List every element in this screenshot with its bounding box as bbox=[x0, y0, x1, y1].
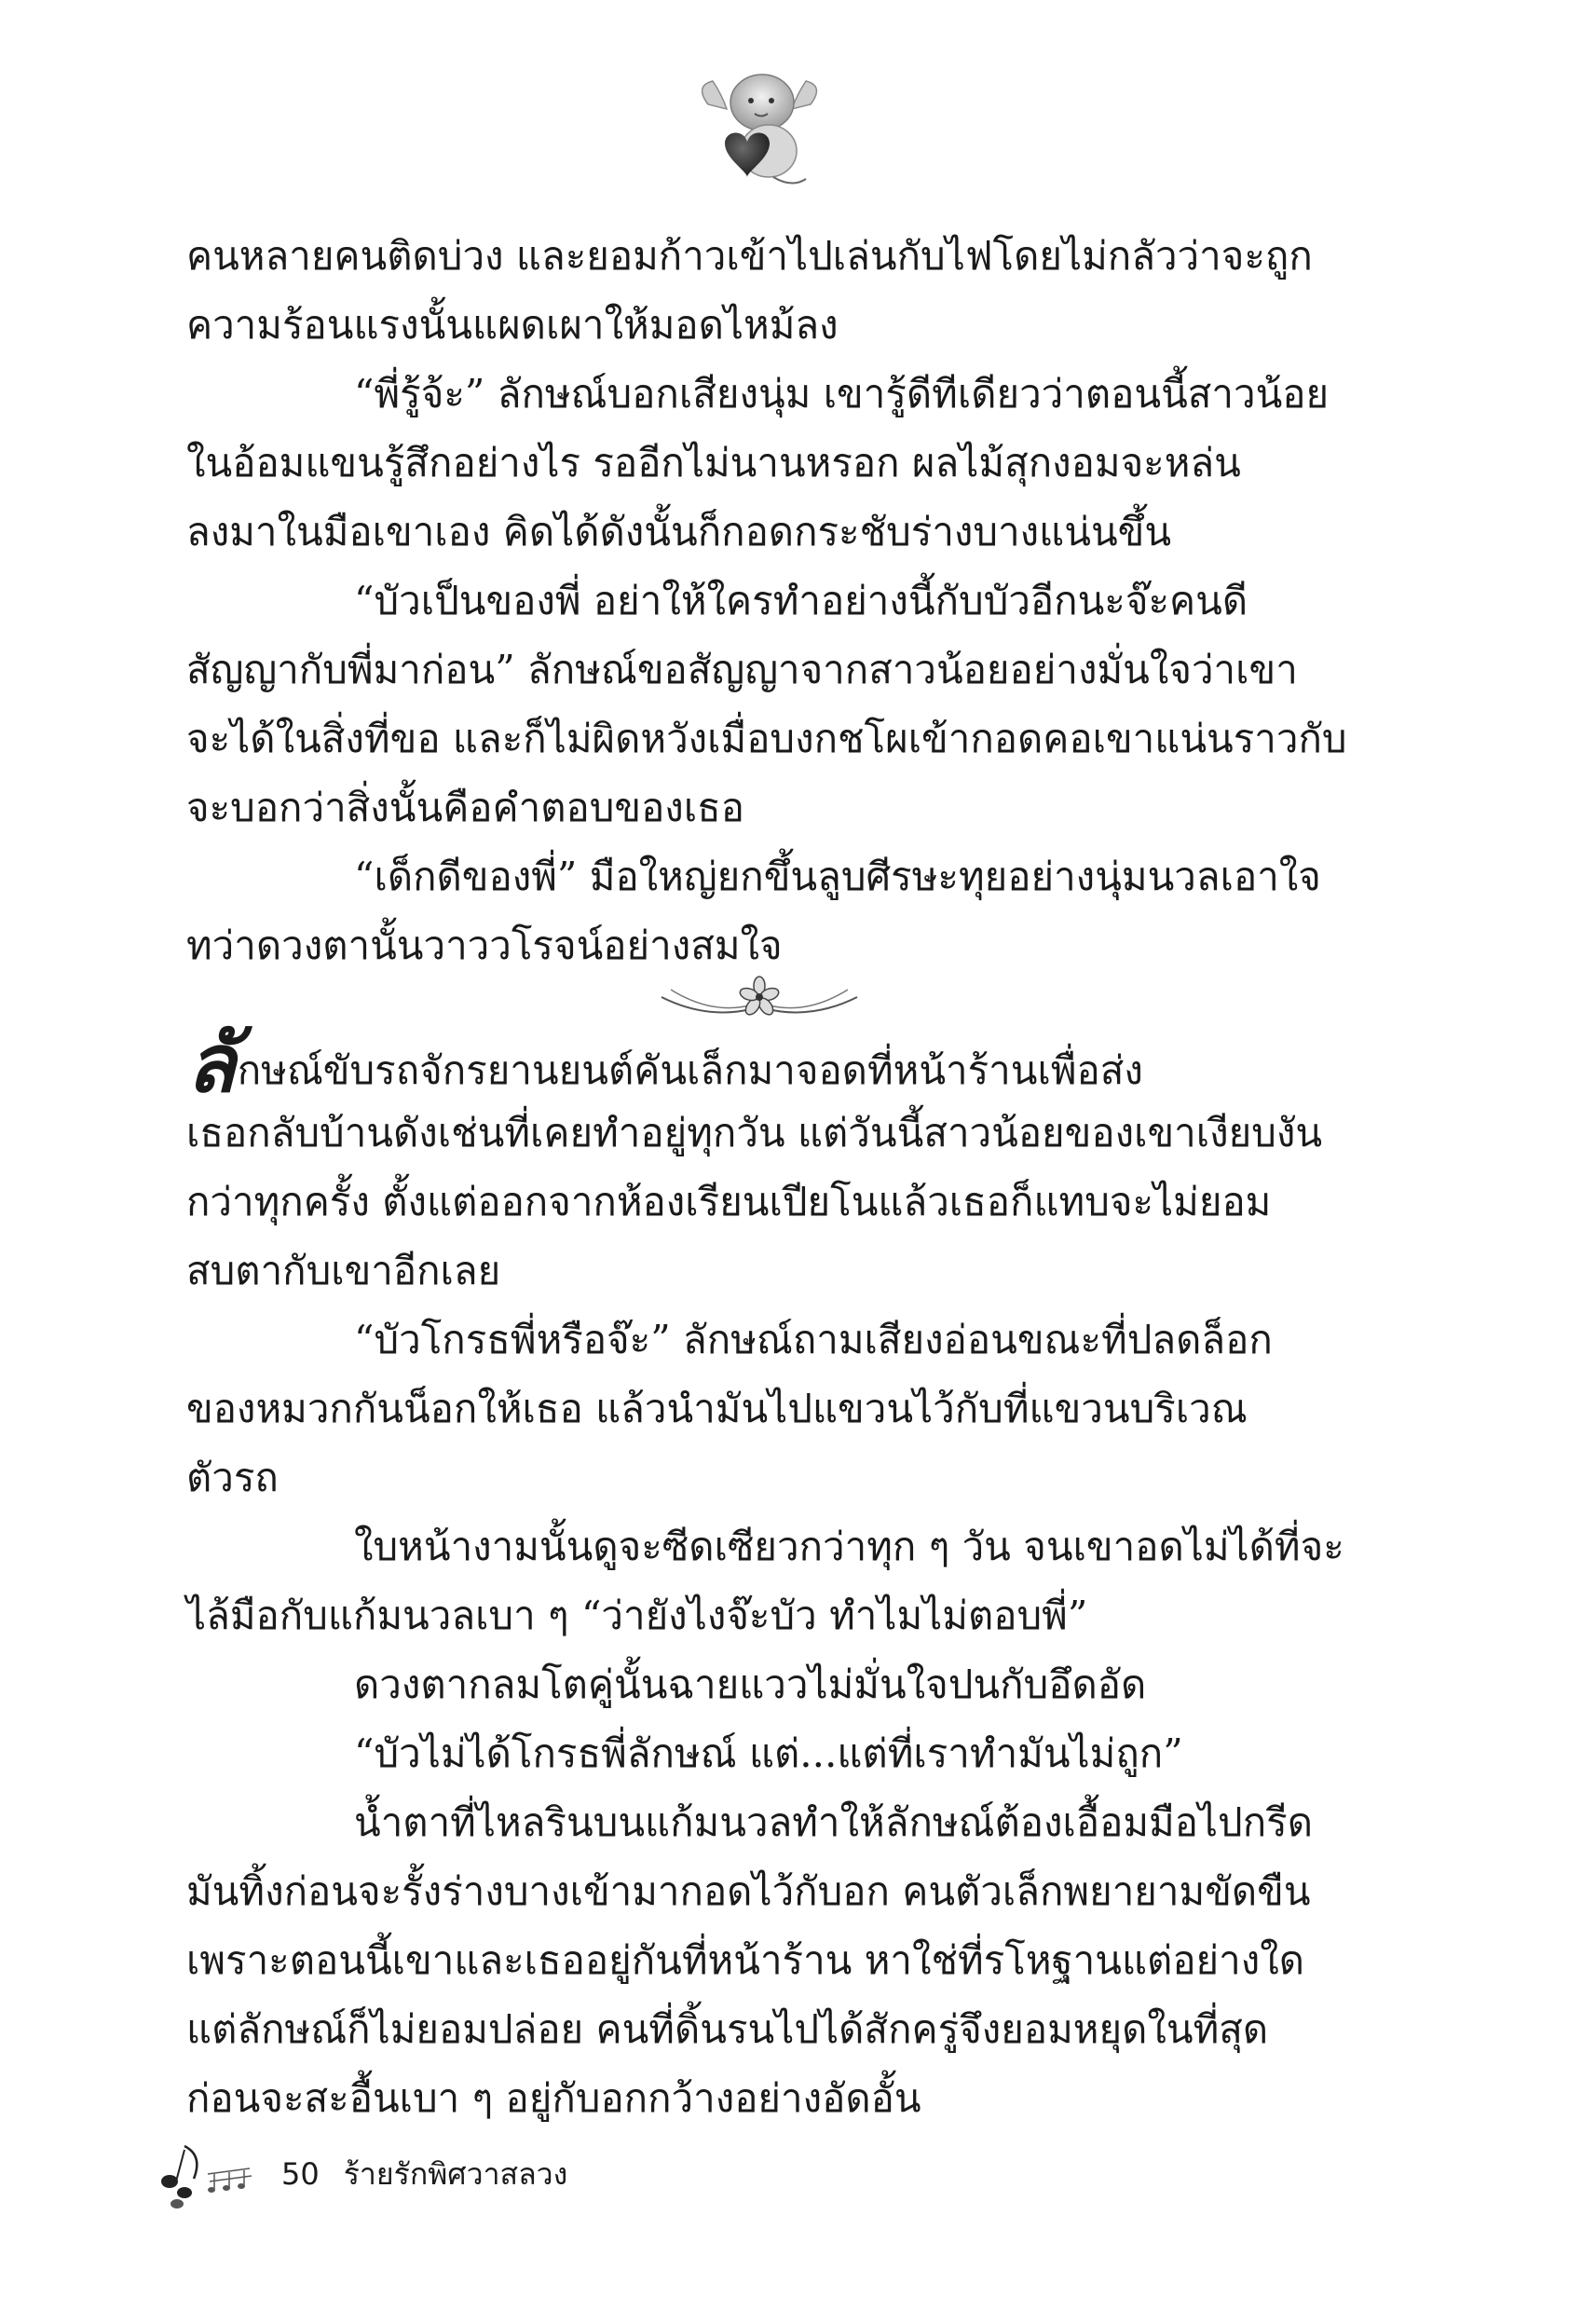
book-title: ร้ายรักพิศวาสลวง bbox=[343, 2155, 568, 2192]
text-line: จะบอกว่าสิ่งนั้นคือคำตอบของเธอ bbox=[186, 785, 745, 830]
text-line: กว่าทุกครั้ง ตั้งแต่ออกจากห้องเรียนเปียโนแล้วเธอก็แทบจะไม่ยอม bbox=[186, 1179, 1272, 1224]
text-line bbox=[186, 1017, 1332, 1111]
text-line: ในอ้อมแขนรู้สึกอย่างไร รออีกไม่นานหรอก ผลไม้สุกงอมจะหล่น bbox=[186, 440, 1241, 485]
text-line: ความร้อนแรงนั้นแผดเผาให้มอดไหม้ลง bbox=[186, 302, 839, 348]
text-line: ลงมาในมือเขาเอง คิดได้ดังนั้นก็กอดกระชับร่างบางแน่นขึ้น bbox=[186, 509, 1172, 554]
cupid-with-heart-icon bbox=[689, 58, 829, 198]
dropcap-line-text: กษณ์ขับรถจักรยานยนต์คันเล็กมาจอดที่หน้าร้านเพื่อส่ง bbox=[237, 1047, 1143, 1093]
text-line: แต่ลักษณ์ก็ไม่ยอมปล่อย คนที่ดิ้นรนไปได้สักครู่จึงยอมหยุดในที่สุด bbox=[186, 2006, 1269, 2052]
page-number: 50 bbox=[281, 2156, 320, 2192]
text-line: “เด็กดีของพี่” มือใหญ่ยกขึ้นลูบศีรษะทุยอย่างนุ่มนวลเอาใจ bbox=[354, 854, 1321, 899]
text-line: มันทิ้งก่อนจะรั้งร่างบางเข้ามากอดไว้กับอก คนตัวเล็กพยายามขัดขืน bbox=[186, 1868, 1311, 1914]
text-line: ตัวรถ bbox=[186, 1455, 279, 1500]
text-line: ดวงตากลมโตคู่นั้นฉายแววไม่มั่นใจปนกับอึดอัด bbox=[354, 1661, 1147, 1707]
text-line: เธอกลับบ้านดังเช่นที่เคยทำอยู่ทุกวัน แต่วันนี้สาวน้อยของเขาเงียบงัน bbox=[186, 1110, 1323, 1156]
text-line: ใบหน้างามนั้นดูจะซีดเซียวกว่าทุก ๆ วัน จนเขาอดไม่ได้ที่จะ bbox=[354, 1524, 1344, 1569]
music-notes-icon bbox=[157, 2137, 268, 2211]
text-line: เพราะตอนนี้เขาและเธออยู่กันที่หน้าร้าน หาใช่ที่รโหฐานแต่อย่างใด bbox=[186, 1937, 1305, 1983]
text-line: ทว่าดวงตานั้นวาววโรจน์อย่างสมใจ bbox=[186, 923, 783, 968]
text-block-1 bbox=[186, 222, 1347, 980]
text-line: “บัวเป็นของพี่ อย่าให้ใครทำอย่างนี้กับบัวอีกนะจ๊ะคนดี bbox=[354, 578, 1248, 623]
page-footer bbox=[157, 2132, 809, 2216]
text-line: “บัวโกรธพี่หรือจ๊ะ” ลักษณ์ถามเสียงอ่อนขณะที่ปลดล็อก bbox=[354, 1317, 1273, 1362]
text-line: “บัวไม่ได้โกรธพี่ลักษณ์ แต่...แต่ที่เราทำมันไม่ถูก” bbox=[354, 1730, 1183, 1776]
text-line: สบตากับเขาอีกเลย bbox=[186, 1248, 501, 1293]
text-line: สัญญากับพี่มาก่อน” ลักษณ์ขอสัญญาจากสาวน้อยอย่างมั่นใจว่าเขา bbox=[186, 647, 1298, 692]
text-line: ของหมวกกันน็อกให้เธอ แล้วนำมันไปแขวนไว้กับที่แขวนบริเวณ bbox=[186, 1386, 1248, 1431]
text-block-2 bbox=[186, 1017, 1344, 2133]
text-line: น้ำตาที่ไหลรินบนแก้มนวลทำให้ลักษณ์ต้องเอื้อมมือไปกรีด bbox=[354, 1799, 1313, 1845]
flower-ornament-icon bbox=[652, 969, 866, 1034]
text-line: “พี่รู้จ้ะ” ลักษณ์บอกเสียงนุ่ม เขารู้ดีทีเดียวว่าตอนนี้สาวน้อย bbox=[354, 371, 1330, 417]
text-line: จะได้ในสิ่งที่ขอ และก็ไม่ผิดหวังเมื่อบงกชโผเข้ากอดคอเขาแน่นราวกับ bbox=[186, 716, 1347, 761]
text-line: ก่อนจะสะอื้นเบา ๆ อยู่กับอกกว้างอย่างอัดอั้น bbox=[186, 2075, 921, 2121]
text-line: ไล้มือกับแก้มนวลเบา ๆ “ว่ายังไงจ๊ะบัว ทำไมไม่ตอบพี่” bbox=[186, 1593, 1088, 1638]
dropcap: ลั bbox=[186, 1017, 236, 1111]
text-line: คนหลายคนติดบ่วง และยอมก้าวเข้าไปเล่นกับไฟโดยไม่กลัวว่าจะถูก bbox=[186, 233, 1313, 279]
